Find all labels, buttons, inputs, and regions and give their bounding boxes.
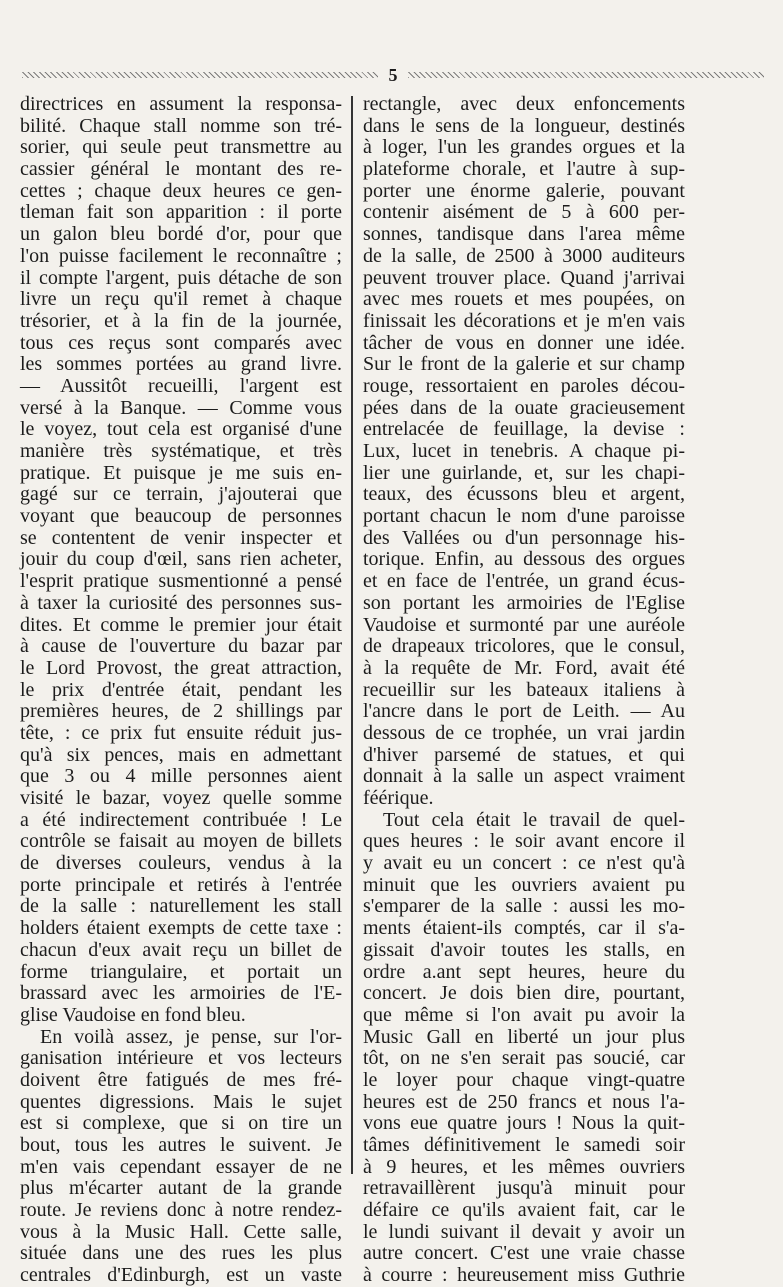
text-line: bout, tous les autres le suivent. Je (20, 1134, 342, 1156)
text-line: concert. Je dois bien dire, pourtant, (363, 982, 685, 1005)
text-line: avec mes rouets et mes poupées, on (363, 288, 685, 311)
text-line: et en face de l'entrée, un grand écus- (363, 570, 685, 593)
text-line: féérique. (363, 787, 434, 809)
text-line: manière très systématique, et très (20, 440, 342, 462)
text-line: le lundi suivant il devait y avoir un (363, 1220, 685, 1243)
text-line: gagé sur ce terrain, j'ajouterai que (20, 483, 342, 506)
text-line: entrelacée de feuillage, la devise : (363, 418, 685, 441)
text-line: peuvent trouver place. Quand j'arrivai (363, 266, 685, 289)
text-line: quentes digressions. Mais le sujet (20, 1090, 342, 1113)
text-line: livre un reçu qu'il remet à chaque (20, 288, 342, 311)
page-header (22, 64, 764, 86)
text-line: ments étaient-ils comptés, car il s'a- (363, 917, 685, 940)
left-column (20, 94, 342, 1287)
text-line: défaire ce qu'ils avaient fait, car le (363, 1199, 685, 1222)
text-line: située dans une des rues les plus (20, 1242, 342, 1265)
text-line: contrôle se faisait au moyen de billets (20, 830, 342, 853)
text-line: à courre : heureusement miss Guthrie (363, 1264, 685, 1287)
text-line: de drapeaux tricolores, que le consul, (363, 635, 685, 658)
decorative-rule-left (22, 72, 378, 78)
text-line: de diverses couleurs, vendus à la (20, 852, 342, 875)
text-line: cassier général le montant des re- (20, 158, 342, 181)
text-line: Vaudoise et surmonté par une auréole (363, 613, 685, 636)
text-line: route. Je reviens donc à notre rendez- (20, 1199, 342, 1222)
text-line: m'en vais cependant essayer de ne (20, 1155, 342, 1178)
text-line: Lux, lucet in tenebris. A chaque pi- (363, 440, 685, 462)
text-line: En voilà assez, je pense, sur l'or- (40, 1025, 342, 1048)
text-line: Music Gall en liberté un jour plus (363, 1025, 685, 1048)
text-line: il compte l'argent, puis détache de son (20, 266, 342, 289)
text-line: Tout cela était le travail de quel- (383, 808, 685, 831)
text-line: que même si l'on avait pu avoir la (363, 1003, 685, 1026)
text-line: à loger, l'un les grandes orgues et la (363, 136, 685, 159)
text-line: gissait d'avoir toutes les stalls, en (363, 938, 685, 961)
text-line: contenir aisément de 5 à 600 per- (363, 201, 685, 224)
text-line: sorier, qui seule peut transmettre au (20, 136, 342, 159)
text-line: le voyez, tout cela est organisé d'une (20, 418, 342, 441)
text-line: recueillir sur les bateaux italiens à (363, 678, 685, 701)
text-line: bilité. Chaque stall nomme son tré- (20, 114, 342, 137)
text-line: teaux, des écussons bleu et argent, (363, 483, 685, 506)
text-line: à la requête de Mr. Ford, avait été (363, 656, 685, 679)
text-line: directrices en assument la responsa- (20, 93, 342, 115)
text-line: glise Vaudoise en fond bleu. (20, 1003, 246, 1026)
text-line: lier une guirlande, et, sur les chapi- (363, 461, 685, 484)
text-line: tâcher de vous en donner une idée. (363, 331, 685, 354)
text-line: pées dans de la ouate gracieusement (363, 396, 685, 419)
text-line: voyant que beaucoup de personnes (20, 505, 342, 528)
text-line: à taxer la curiosité des personnes sus- (20, 591, 342, 614)
text-line: tleman fait son apparition : il porte (20, 201, 342, 224)
text-line: son portant les armoiries de l'Eglise (363, 591, 685, 614)
text-line: rectangle, avec deux enfoncements (363, 93, 685, 115)
text-line: l'ancre dans le port de Leith. — Au (363, 700, 685, 723)
text-line: le loyer pour chaque vingt-quatre (363, 1068, 685, 1091)
text-line: finissait les décorations et je m'en vais (363, 309, 685, 332)
text-line: doivent être fatigués de mes fré- (20, 1068, 342, 1091)
text-line: a été indirectement contribuée ! Le (20, 808, 342, 831)
text-line: portant chacun le nom d'une paroisse (363, 505, 685, 528)
text-line: chacun d'eux avait reçu un billet de (20, 938, 342, 961)
text-line: brassard avec les armoiries de l'E- (20, 982, 342, 1005)
text-line: tôt, on ne s'en serait pas soucié, car (363, 1047, 685, 1070)
text-line: plateforme chorale, et l'autre à sup- (363, 158, 685, 181)
text-line: tête, : ce prix fut ensuite réduit jus- (20, 721, 342, 744)
text-line: les sommes portées au grand livre. (20, 353, 342, 376)
text-line: retravaillèrent jusqu'à minuit pour (363, 1177, 685, 1200)
page-number: 5 (388, 64, 398, 85)
text-line: visité le bazar, voyez quelle somme (20, 787, 342, 809)
text-line: s'emparer de la salle : aussi les mo- (363, 895, 685, 918)
text-line: à 9 heures, et les mêmes ouvriers (363, 1155, 685, 1178)
text-line: minuit que les ouvriers avaient pu (363, 873, 685, 896)
text-line: centrales d'Edinburgh, est un vaste (20, 1264, 342, 1287)
text-line: versé à la Banque. — Comme vous (20, 396, 342, 419)
column-divider (351, 96, 353, 1174)
text-line: dessous de ce trophée, un vrai jardin (363, 721, 685, 744)
text-line: ganisation intérieure et vos lecteurs (20, 1047, 342, 1070)
text-line: de la salle, de 2500 à 3000 auditeurs (363, 244, 685, 267)
text-line: est si complexe, que si on tire un (20, 1112, 342, 1135)
text-line: ques heures : le soir avant encore il (363, 830, 685, 853)
text-line: tous ces reçus sont comparés avec (20, 331, 342, 354)
text-line: des Vallées ou d'un personnage his- (363, 526, 685, 549)
text-line: donnait à la salle un aspect vraiment (363, 765, 685, 788)
text-line: se contentent de venir inspecter et (20, 526, 342, 549)
text-line: ordre a.ant sept heures, heure du (363, 960, 685, 983)
text-line: qu'à six pences, mais en admettant (20, 743, 342, 766)
text-line: pratique. Et puisque je me suis en- (20, 461, 342, 484)
text-line: à cause de l'ouverture du bazar par (20, 635, 342, 658)
text-line: que 3 ou 4 mille personnes aient (20, 765, 342, 788)
text-line: premières heures, de 2 shillings par (20, 700, 342, 723)
text-line: dites. Et comme le premier jour était (20, 613, 342, 636)
text-line: le Lord Provost, the great attraction, (20, 656, 342, 679)
text-line: — Aussitôt recueilli, l'argent est (20, 374, 342, 397)
text-line: trésorier, et à la fin de la journée, (20, 309, 342, 332)
text-line: forme triangulaire, et portait un (20, 960, 342, 983)
text-line: Sur le front de la galerie et sur champ (363, 353, 685, 376)
text-line: vous à la Music Hall. Cette salle, (20, 1220, 342, 1243)
text-line: porte principale et retirés à l'entrée (20, 873, 342, 896)
text-line: le prix d'entrée était, pendant les (20, 678, 342, 701)
text-line: jouir du coup d'œil, sans rien acheter, (20, 548, 342, 571)
text-line: plus m'écarter autant de la grande (20, 1177, 342, 1200)
text-line: y avait eu un concert : ce n'est qu'à (363, 852, 685, 875)
text-line: rouge, ressortaient en paroles décou- (363, 374, 685, 397)
text-line: tâmes définitivement le samedi soir (363, 1134, 685, 1156)
text-line: cettes ; chaque deux heures ce gen- (20, 179, 342, 202)
text-line: dans le sens de la longueur, destinés (363, 114, 685, 137)
text-line: l'on puisse facilement le reconnaître ; (20, 244, 342, 267)
text-line: heures est de 250 francs et nous l'a- (363, 1090, 685, 1113)
text-line: autre concert. C'est une vraie chasse (363, 1242, 685, 1265)
text-line: holders étaient exempts de cette taxe : (20, 917, 342, 940)
text-line: de la salle : naturellement les stall (20, 895, 342, 918)
decorative-rule-right (408, 72, 764, 78)
right-column (363, 94, 685, 1287)
text-line: torique. Enfin, au dessous des orgues (363, 548, 685, 571)
text-line: vons eue quatre jours ! Nous la quit- (363, 1112, 685, 1135)
text-line: l'esprit pratique susmentionné a pensé (20, 570, 342, 593)
text-line: porter une énorme galerie, pouvant (363, 179, 685, 202)
text-line: d'hiver parsemé de statues, et qui (363, 743, 685, 766)
text-line: un galon bleu bordé d'or, pour que (20, 223, 342, 246)
text-line: sonnes, tandisque dans l'area même (363, 223, 685, 246)
